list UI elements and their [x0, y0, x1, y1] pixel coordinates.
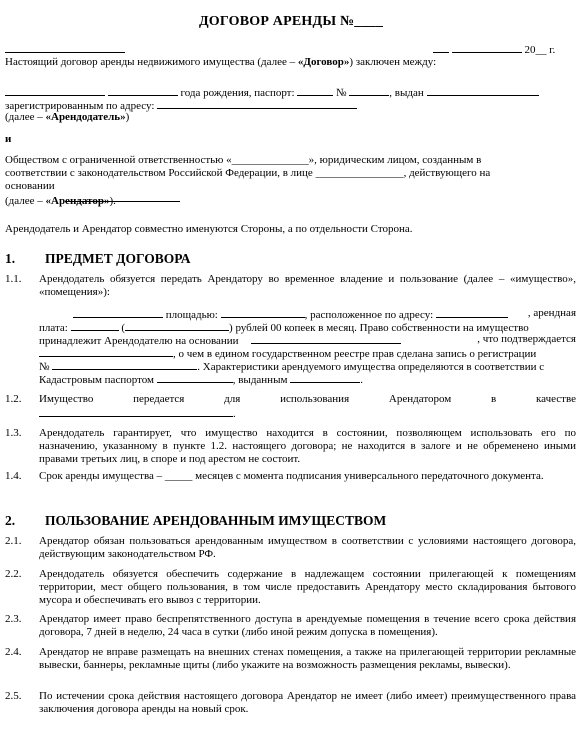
- item-text: Арендатор имеет право беспрепятственного доступа в арендуемые помещения в течение всего срока действия договора, 7 дней в неделю, 24 часа в сутки (либо иной режим допуска в помещения).: [39, 613, 576, 638]
- landlord-def: [5, 111, 129, 124]
- address-label-2: , расположенное по адресу:: [304, 309, 434, 321]
- item-text: Арендодатель обязуется обеспечить содержание в надлежащем состоянии прилегающей к помещениям территории, мест общего пользования, в том числе предоставить Арендатору место складирования бытового мусора и обеспечивать его вывоз с территории.: [39, 568, 576, 606]
- date-blanks: [433, 42, 555, 57]
- section-1-num: 1.: [5, 251, 16, 266]
- birth-label: года рождения, паспорт:: [180, 87, 295, 99]
- section-1-title: ПРЕДМЕТ ДОГОВОРА: [45, 251, 191, 266]
- ownership-label: принадлежит Арендодателю на основании: [39, 335, 239, 347]
- intro-text: Настоящий договор аренды недвижимого имущества (далее – «Договор») заключен между:: [5, 56, 437, 68]
- object-blank[interactable]: [73, 307, 163, 318]
- sub-line-2: плата: ( ) рублей 00 копеек в месяц. Право собственности на имущество: [39, 322, 529, 334]
- passport-number-blank[interactable]: [349, 85, 389, 96]
- issued-by-label: , выданным: [232, 374, 288, 386]
- item-num: 2.2.: [5, 568, 22, 580]
- item-text: Арендатор не вправе размещать на внешних стенах помещения, а также на прилегающей территории рекламные вывески, баннеры, рекламные щиты (либо укажите на возможность размещения рекламы, вывески).: [39, 646, 576, 671]
- reg-number-blank[interactable]: [52, 359, 197, 370]
- basis-label: основании: [5, 180, 55, 192]
- payment-words-blank[interactable]: [125, 320, 229, 331]
- registry-text: , о чем в едином государственном реестре прав сделана запись о регистрации: [173, 348, 537, 360]
- item-num: 2.3.: [5, 613, 22, 625]
- defined-term: «Арендодатель»: [45, 111, 126, 123]
- confirm-label: , что подтверждается: [477, 333, 576, 345]
- payment-text: ) рублей 00 копеек в месяц. Право собственности на имущество: [229, 322, 529, 334]
- landlord-label: (далее – «Арендодатель»): [5, 111, 130, 123]
- item-text: Имущество передается для использования Арендатором в качестве: [39, 393, 576, 405]
- item-text: Арендодатель обязуется передать Арендатору во временное владение и пользование (далее – «имущество», «помещения»):: [39, 273, 576, 298]
- intro-line-5: Обществом с ограниченной ответственностью «______________», юридическим лицом, созданным в: [5, 154, 482, 166]
- payment-blank[interactable]: [71, 320, 119, 331]
- item-num: 1.1.: [5, 273, 22, 285]
- month-blank[interactable]: [452, 42, 522, 53]
- section-2-num: 2.: [5, 513, 16, 528]
- usage-blank-line: .: [39, 406, 576, 421]
- tenant-def: (далее – «Арендатор»).: [5, 195, 116, 207]
- place-blank[interactable]: [5, 42, 125, 53]
- address-label: зарегистрированным по адресу:: [5, 100, 155, 112]
- item-num: 2.4.: [5, 646, 22, 658]
- parties-text: Арендодатель и Арендатор совместно именуются Стороны, а по отдельности Сторона.: [5, 223, 413, 235]
- area-blank[interactable]: [221, 307, 305, 318]
- certificate-blank[interactable]: [39, 346, 173, 357]
- item-num: 1.3.: [5, 427, 22, 439]
- section-2-title: ПОЛЬЗОВАНИЕ АРЕНДОВАННЫМ ИМУЩЕСТВОМ: [45, 513, 387, 528]
- defined-term: «Арендатор»: [45, 195, 110, 207]
- item-text: Арендатор обязан пользоваться арендованным имуществом в соответствии с условиями настоящего договора, действующим законодательством РФ.: [39, 535, 576, 560]
- ownership-blank[interactable]: [251, 333, 401, 344]
- passport-series-blank[interactable]: [297, 85, 333, 96]
- defined-term: «Договор»: [297, 56, 350, 68]
- name-blank[interactable]: [5, 85, 105, 96]
- sub-line-6: Кадастровым паспортом , выданным .: [39, 374, 363, 386]
- intro-line-6: соответствии с законодательством Российской Федерации, в лице ________________, действующего на: [5, 167, 491, 179]
- date-line: [5, 42, 125, 57]
- item-text: Срок аренды имущества – _____ месяцев с момента подписания универсального передаточного документа.: [39, 470, 544, 482]
- name-blank-2[interactable]: [108, 85, 178, 96]
- issued-blank[interactable]: [427, 85, 539, 96]
- cadastral-label: Кадастровым паспортом: [39, 374, 154, 386]
- item-text: Арендодатель гарантирует, что имущество находится в состоянии, позволяющем использовать его по назначению, указанному в пункте 1.2. настоящего договора; не находится в залоге и не обременено иными правами третьих лиц, в споре и под арестом не состоит.: [39, 427, 576, 465]
- number-label: №: [336, 87, 347, 99]
- address-blank[interactable]: [157, 98, 357, 109]
- characteristics-text: . Характеристики арендуемого имущества определяются в соответствии с: [197, 361, 545, 373]
- item-num: 1.2.: [5, 393, 22, 405]
- document-title: ДОГОВОР АРЕНДЫ №____: [198, 14, 384, 29]
- rent-label: , арендная: [527, 307, 576, 319]
- day-blank[interactable]: [433, 42, 449, 53]
- item-num: 2.1.: [5, 535, 22, 547]
- cadastral-blank[interactable]: [157, 372, 233, 383]
- issued-label: , выдан: [389, 87, 424, 99]
- section-2-heading: [5, 513, 386, 529]
- issued-by-blank[interactable]: [290, 372, 360, 383]
- year-text: 20__ г.: [524, 44, 556, 56]
- and-word: и: [5, 133, 12, 145]
- item-num: 2.5.: [5, 690, 22, 702]
- object-address-blank[interactable]: [436, 307, 508, 318]
- item-text: По истечении срока действия настоящего договора Арендатор не имеет (либо имеет) преимущественного права заключения договора аренды на новый срок.: [39, 690, 576, 715]
- intro-line-1: [5, 56, 436, 69]
- usage-blank[interactable]: [39, 406, 233, 417]
- payment-label: плата:: [39, 322, 68, 334]
- item-num: 1.4.: [5, 470, 22, 482]
- section-1-heading: [5, 251, 190, 267]
- reg-number-label: №: [39, 361, 50, 373]
- area-label: площадью:: [165, 309, 218, 321]
